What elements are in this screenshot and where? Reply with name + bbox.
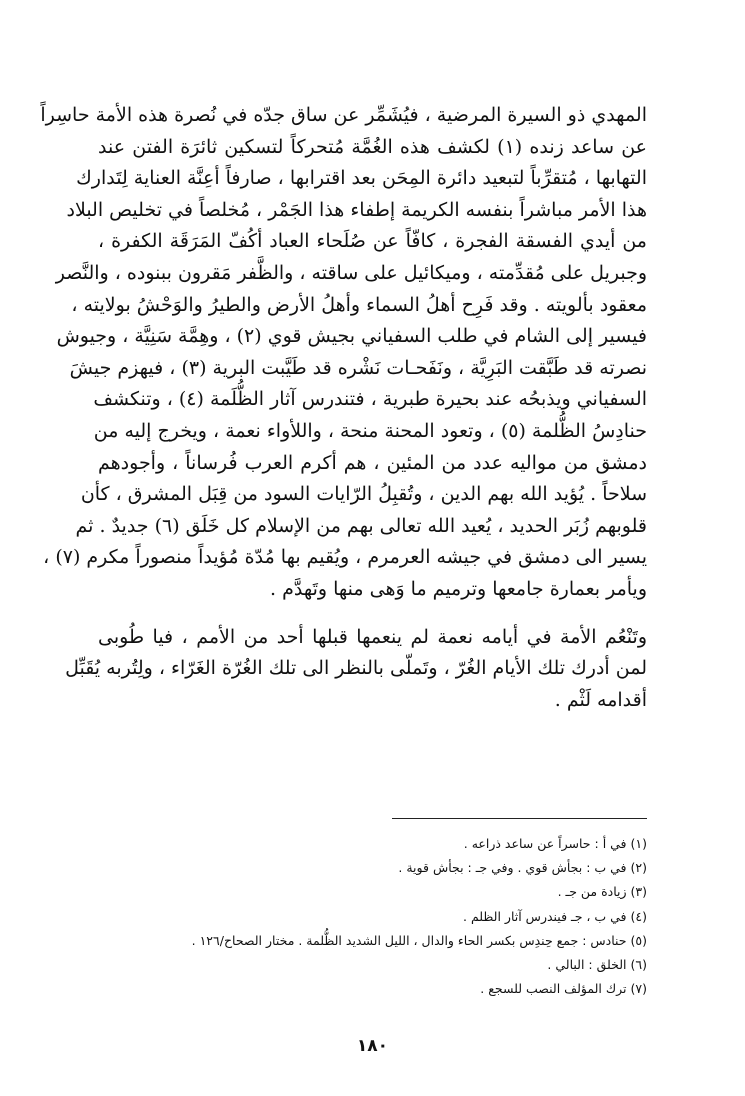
text-line: المهدي ذو السيرة المرضية ، فيُشَمِّر عن ساق جدّه في نُصرة هذه الأمة حاسِراً [40,104,647,126]
text-line: وتَنْعُم الأمة في أيامه نعمة لم ينعمها قبلها أحد من الأمم ، فيا طُوبى [98,625,647,648]
text-line: لمن أدرك تلك الأيام الغُرّ ، وتَملّى بالنظر الى تلك الغُرّة الغَرّاء ، ولِتُربه يُقَبِّل [65,657,647,680]
text-line: ويأمر بعمارة جامعها وترميم ما وَهى منها وتَهدَّم . [270,577,647,600]
paragraph-1 [40,100,647,606]
text-line: من أيدي الفسقة الفجرة ، كافّاً عن صُلَحاء العباد أكُفّ المَرَقَة الكفرة ، [98,230,647,253]
paragraph-2 [65,622,647,717]
text-line: وجبريل على مُقدِّمته ، وميكائيل على ساقته ، والظَّفر مَقرون ببنوده ، والنَّصر [55,261,647,284]
text-line: نصرته قد طَبَّقت البَرِيَّة ، ونَفَحـات نَشْره قد طَيَّبت البرية (٣) ، فيهزم جيشَ [69,356,647,379]
text-line: أقدامه لَثْم . [554,688,647,711]
text-line: فيسير إلى الشام في طلب السفياني بجيش قوي (٢) ، وهِمَّة سَنِيَّة ، وجيوش [56,325,647,348]
text-line: عن ساعد زنده (١) لكشف هذه الغُمَّة مُتحركاً لتسكين ثائرَة الفتن عند [98,135,647,158]
text-line: سلاحاً . يُؤيد الله بهم الدين ، وتُقبِلُ الرّايات السود من قِبَل المشرق ، كأن [80,483,647,506]
footnote: (١) في أ : حاسراً عن ساعد ذراعه . [463,836,647,851]
text-line: دمشق من مواليه عدد من المئين ، هم أكرم العرب فُرساناً ، وأجودهم [98,451,647,474]
page-number: ١٨٠ [356,1036,389,1056]
footnote: (٦) الخلق : البالي . [547,957,647,973]
text-line: التهابها ، مُتقرِّباً لتبعيد دائرة المِحَن بعد اقترابها ، صارفاً أعِنَّة العناية لِتَدارك [76,167,647,190]
text-line: حنادِسُ الظُّلمة (٥) ، وتعود المحنة منحة ، واللأواء نعمة ، ويخرج إليه من [93,419,647,442]
text-line: يسير الى دمشق في جيشه العرمرم ، ويُقيم بها مُدّة مُؤيداً منصوراً مكرم (٧) ، [43,546,647,569]
footnote: (٤) في ب ، جـ فيندرس آثار الظلم . [463,908,647,924]
footnote: (٣) زيادة من جـ . [557,884,647,900]
main-text [40,100,647,716]
text-line: هذا الأمر مباشراً بنفسه الكريمة إطفاء هذا الجَمْر ، مُخلصاً في تخليص البلاد [66,198,647,221]
footnotes [98,832,647,1001]
text-line: قلوبهم زُبَر الحديد ، يُعيد الله تعالى بهم من الإسلام كل خَلَق (٦) جديدٌ . ثم [75,514,647,537]
footnote: (٢) في ب : بجأش قوي . وفي جـ : بجأش قوية . [398,860,647,876]
footnote-separator [392,818,647,819]
paragraph-gap [98,606,647,622]
footnote: (٧) ترك المؤلف النصب للسجع . [480,981,647,997]
text-line: معقود بألويته . وقد فَرِح أهلُ السماء وأهلُ الأرض والطيرُ والوَحْشُ بولايته ، [71,293,647,316]
text-line: السفياني ويذبحُه عند بحيرة طبرية ، فتندرس آثار الظُّلَمة (٤) ، وتنكشف [93,388,647,411]
footnote: (٥) حنادس : جمع حِندِس بكسر الحاء والدال ، الليل الشديد الظُّلمة . مختار الصحاح/١٢٦ . [191,932,647,948]
